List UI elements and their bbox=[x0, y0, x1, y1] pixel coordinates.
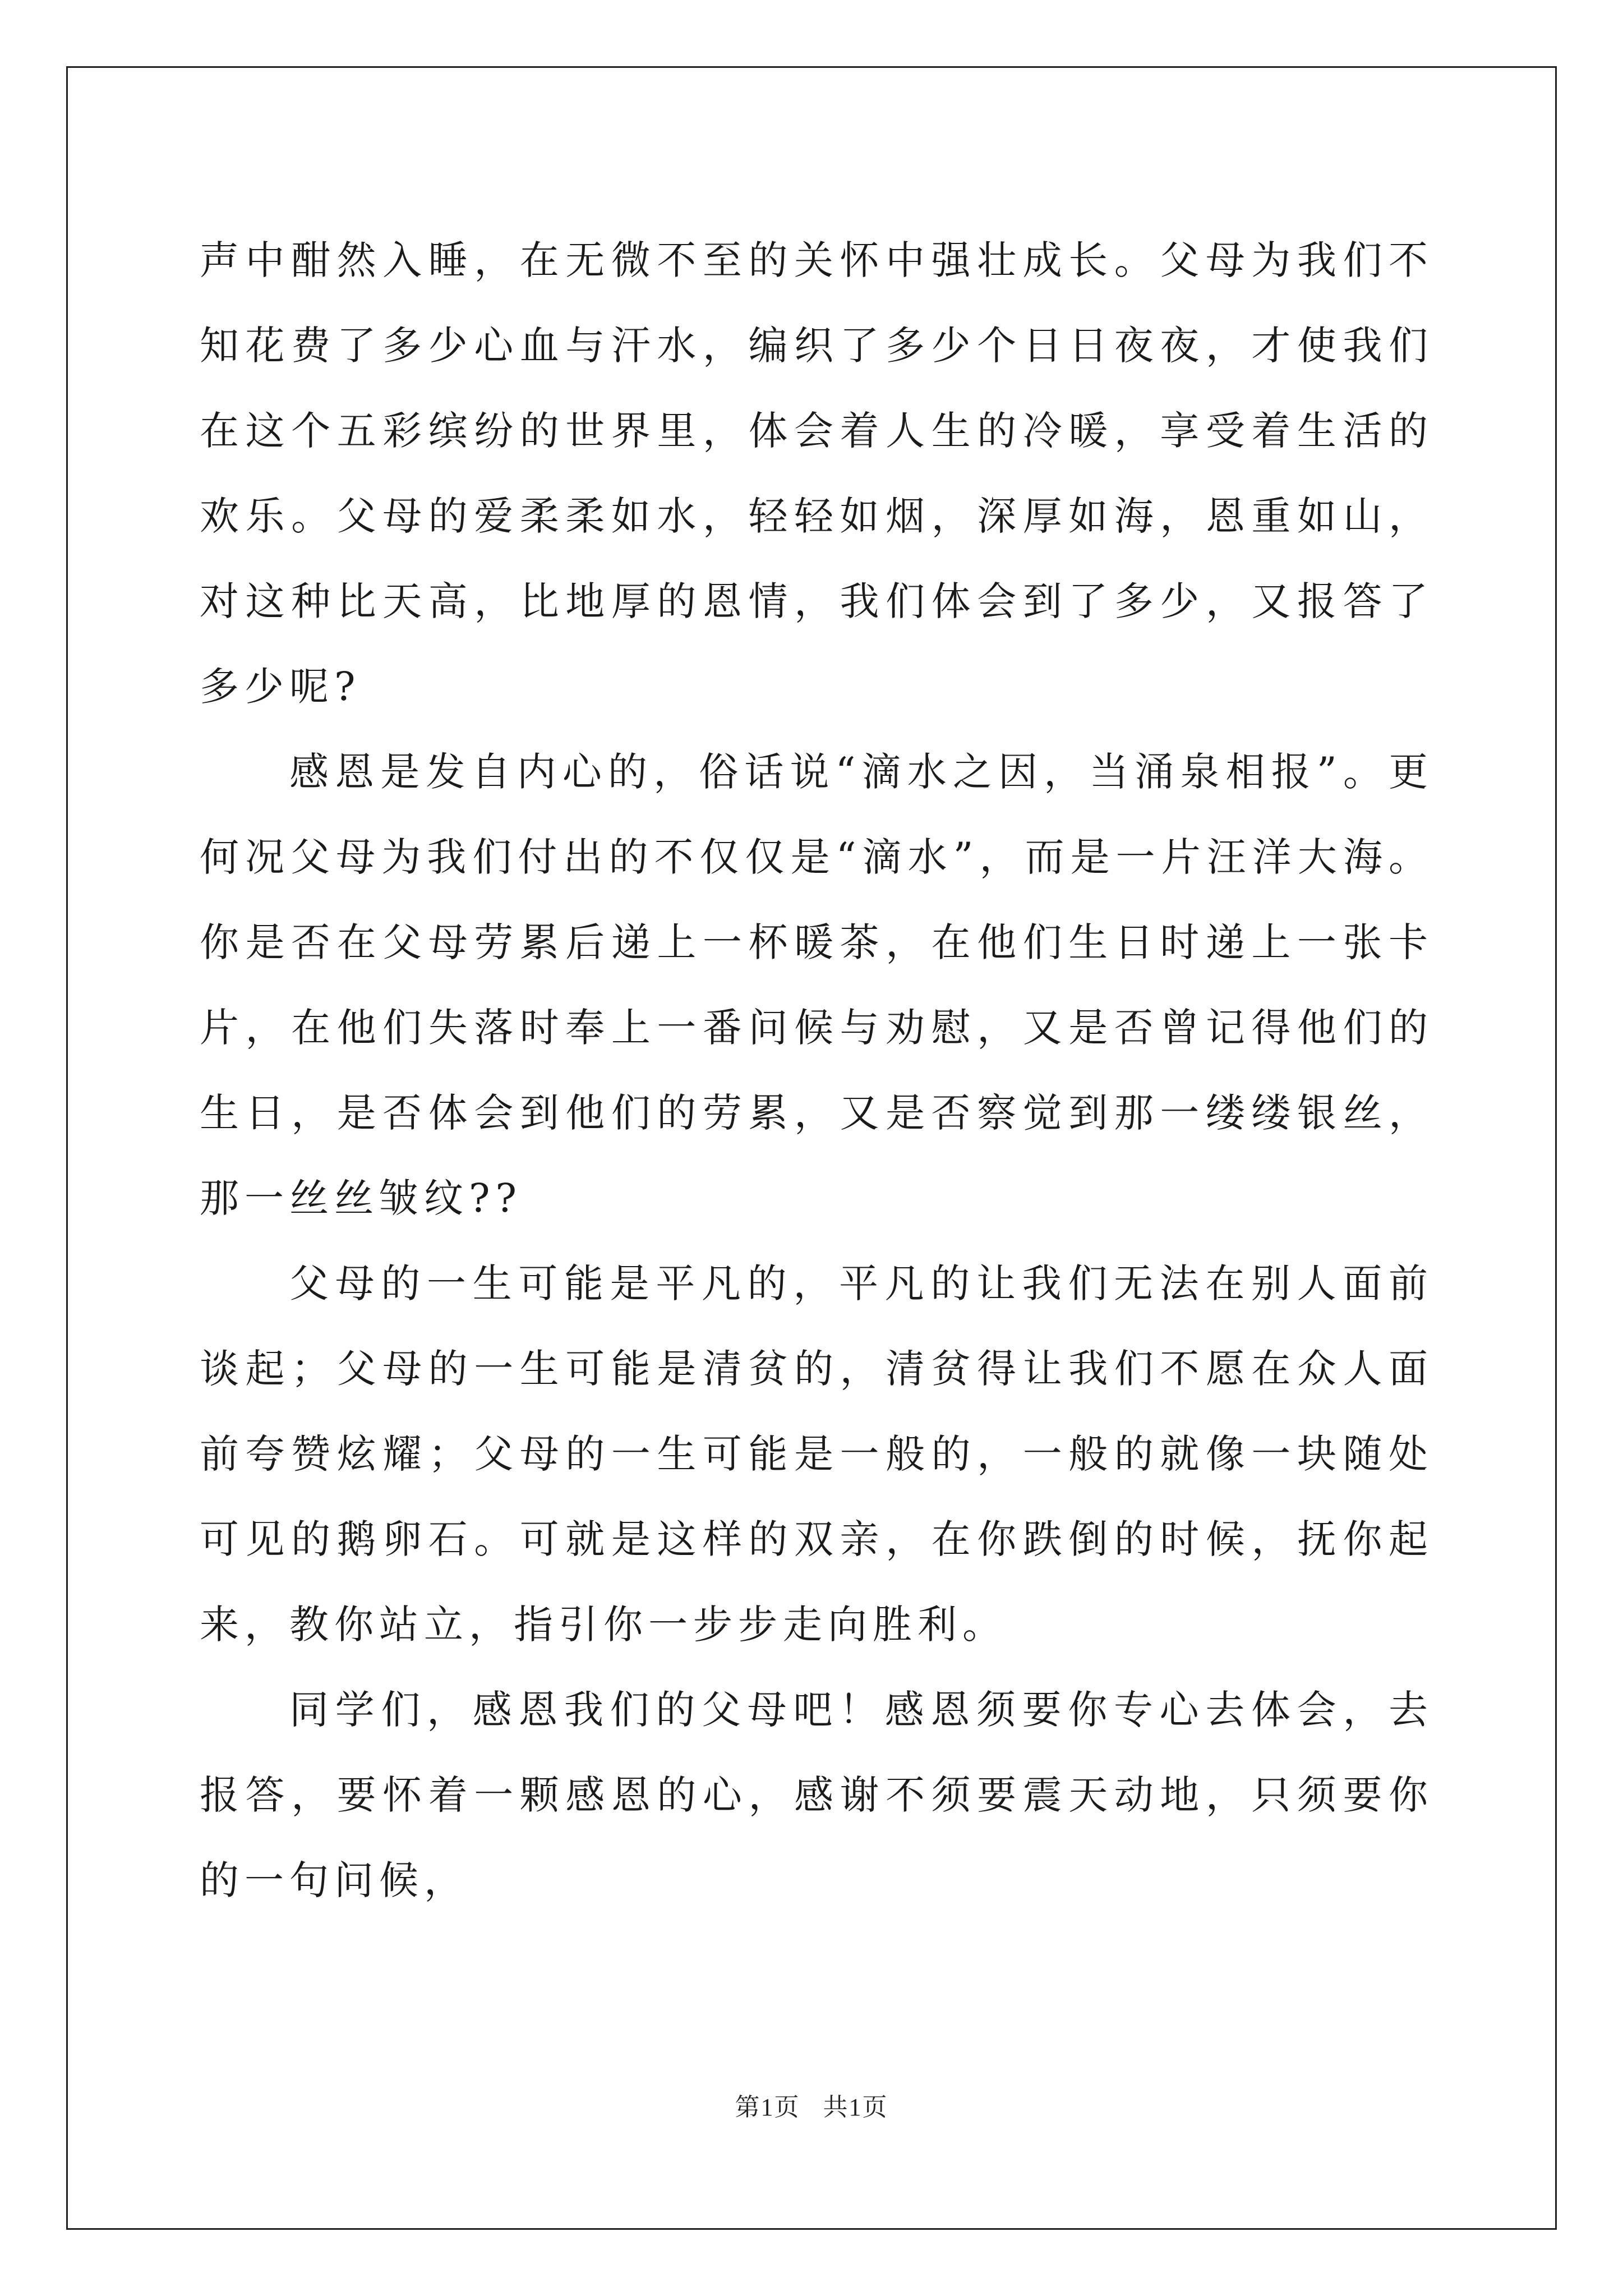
page-footer bbox=[0, 2087, 1623, 2123]
paragraph-1: 声中酣然入睡，在无微不至的关怀中强壮成长。父母为我们不知花费了多少心血与汗水，编织了多少个日日夜夜，才使我们在这个五彩缤纷的世界里，体会着人生的冷暖，享受着生活的欢乐。父母的爱柔柔如水，轻轻如烟，深厚如海，恩重如山，对这种比天高，比地厚的恩情，我们体会到了多少，又报答了多少呢? bbox=[200, 237, 1433, 710]
document-body bbox=[200, 218, 1433, 1923]
paragraph-4: 同学们，感恩我们的父母吧！感恩须要你专心去体会，去报答，要怀着一颗感恩的心，感谢不须要震天动地，只须要你的一句问候， bbox=[200, 1687, 1433, 1903]
paragraph-2: 感恩是发自内心的，俗话说“滴水之因，当涌泉相报”。更何况父母为我们付出的不仅仅是“滴水”，而是一片汪洋大海。你是否在父母劳累后递上一杯暖茶，在他们生日时递上一张卡片，在他们失落时奉上一番问候与劝慰，又是否曾记得他们的生日，是否体会到他们的劳累，又是否察觉到那一缕缕银丝，那一丝丝皱纹?? bbox=[200, 749, 1433, 1221]
paragraph-3: 父母的一生可能是平凡的，平凡的让我们无法在别人面前谈起；父母的一生可能是清贫的，清贫得让我们不愿在众人面前夸赞炫耀；父母的一生可能是一般的，一般的就像一块随处可见的鹅卵石。可就是这样的双亲，在你跌倒的时候，抚你起来，教你站立，指引你一步步走向胜利。 bbox=[200, 1260, 1433, 1648]
page-number-current: 第1页 bbox=[735, 2093, 800, 2121]
page-number-total: 共1页 bbox=[823, 2093, 888, 2121]
